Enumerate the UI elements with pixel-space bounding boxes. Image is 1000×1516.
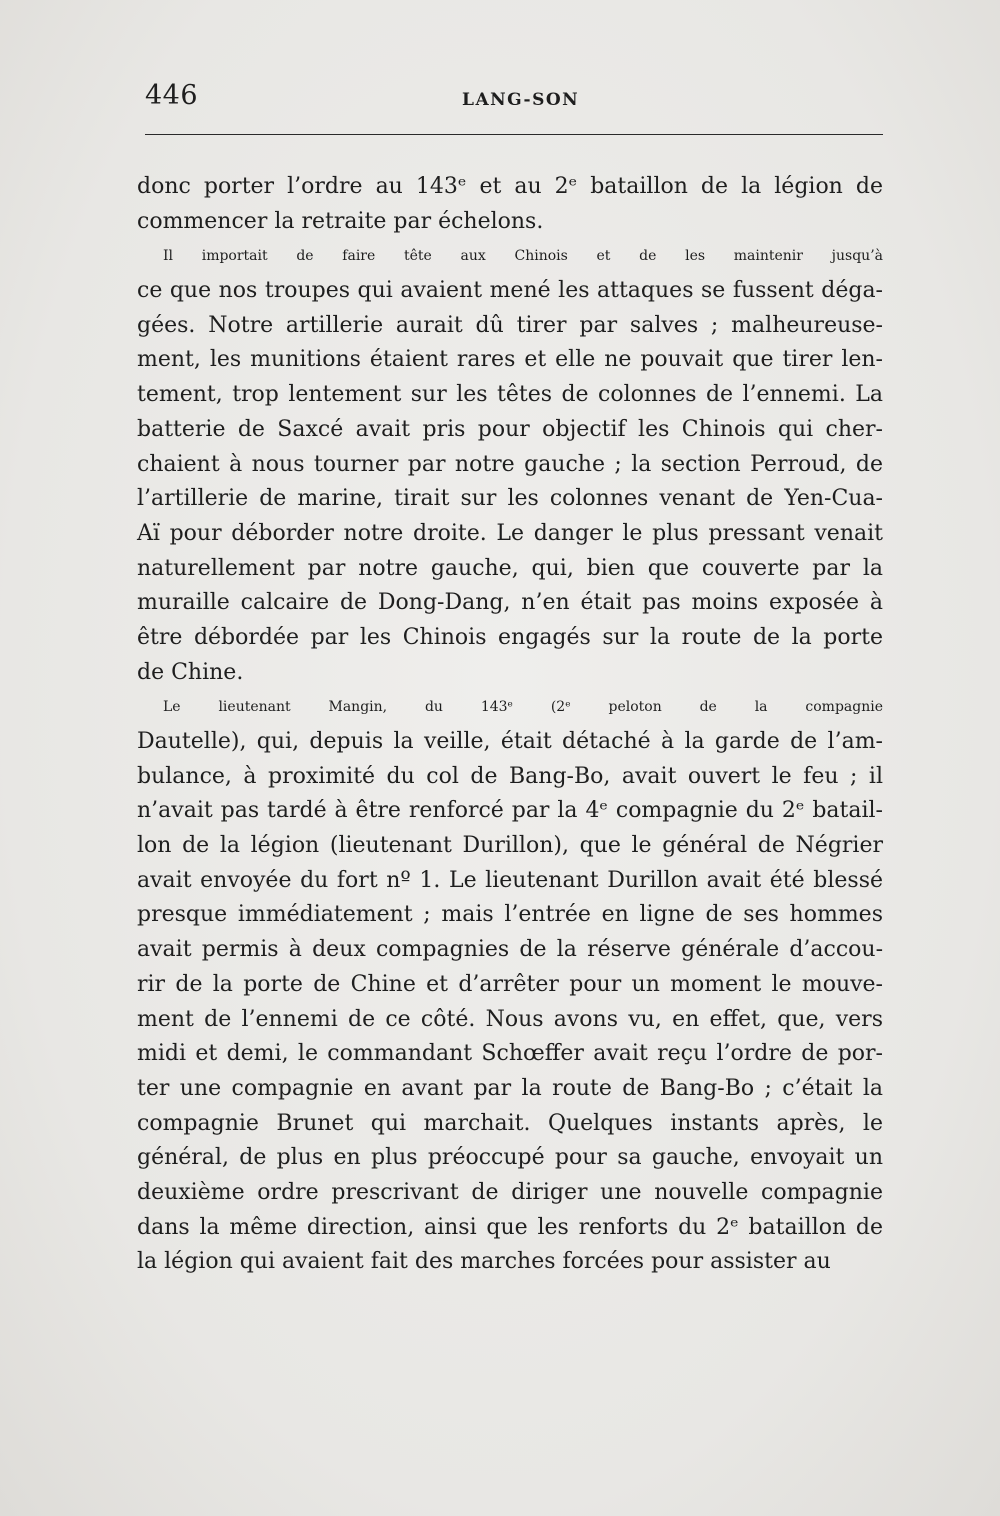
text-line: Aï pour déborder notre droite. Le danger le plus pressant venait — [137, 520, 883, 546]
text-line: tement, trop lentement sur les têtes de colonnes de l’ennemi. La — [137, 382, 883, 408]
text-line: général, de plus en plus préoccupé pour sa gauche, envoyait un — [137, 1145, 883, 1171]
text-line: ment, les munitions étaient rares et elle ne pouvait que tirer len- — [137, 347, 883, 373]
text-line: ter une compagnie en avant par la route de Bang-Bo ; c’était la — [137, 1075, 883, 1101]
header-rule — [145, 134, 883, 135]
text-line: avait envoyée du fort nº 1. Le lieutenant Durillon avait été blessé — [137, 867, 883, 893]
text-line: la légion qui avaient fait des marches forcées pour assister au — [137, 1249, 831, 1275]
text-line: rir de la porte de Chine et d’arrêter pour un moment le mouve- — [137, 971, 883, 997]
text-line: midi et demi, le commandant Schœffer avait reçu l’ordre de por- — [137, 1041, 883, 1067]
text-line: ce que nos troupes qui avaient mené les attaques se fussent déga- — [137, 278, 883, 304]
text-line: l’artillerie de marine, tirait sur les colonnes venant de Yen-Cua- — [137, 486, 883, 512]
text-line: bulance, à proximité du col de Bang-Bo, avait ouvert le feu ; il — [137, 763, 883, 789]
text-line: lon de la légion (lieutenant Durillon), que le général de Négrier — [137, 833, 883, 859]
text-line: donc porter l’ordre au 143ᵉ et au 2ᵉ bataillon de la légion de — [137, 174, 883, 199]
text-line: n’avait pas tardé à être renforcé par la 4ᵉ compagnie du 2ᵉ batail- — [137, 798, 883, 824]
text-line: batterie de Saxcé avait pris pour objectif les Chinois qui cher- — [137, 416, 883, 442]
text-line: commencer la retraite par échelons. — [137, 208, 544, 234]
text-line: naturellement par notre gauche, qui, bien que couverte par la — [137, 555, 883, 581]
body-text — [137, 170, 883, 1280]
text-line: avait permis à deux compagnies de la réserve générale d’accou- — [137, 937, 883, 963]
text-line: deuxième ordre prescrivant de diriger une nouvelle compagnie — [137, 1179, 883, 1205]
text-line: de Chine. — [137, 659, 244, 685]
text-line: compagnie Brunet qui marchait. Quelques instants après, le — [137, 1110, 883, 1136]
text-line: dans la même direction, ainsi que les renforts du 2ᵉ bataillon de — [137, 1214, 883, 1240]
text-line: gées. Notre artillerie aurait dû tirer par salves ; malheureuse- — [137, 312, 883, 338]
paragraph — [137, 690, 883, 1280]
text-line: Dautelle), qui, depuis la veille, était détaché à la garde de l’am- — [137, 729, 883, 754]
text-line: presque immédiatement ; mais l’entrée en ligne de ses hommes — [137, 902, 883, 928]
page-number: 446 — [145, 80, 199, 111]
text-line: être débordée par les Chinois engagés sur la route de la porte — [137, 624, 883, 650]
paragraph — [137, 170, 883, 239]
text-line: muraille calcaire de Dong-Dang, n’en était pas moins exposée à — [137, 590, 883, 616]
paragraph — [137, 239, 883, 690]
text-line: Il importait de faire tête aux Chinois et de les maintenir jusqu’à — [163, 248, 883, 265]
text-line: chaient à nous tourner par notre gauche ; la section Perroud, de — [137, 451, 883, 477]
text-line: ment de l’ennemi de ce côté. Nous avons vu, en effet, que, vers — [137, 1006, 883, 1032]
text-line: Le lieutenant Mangin, du 143ᵉ (2ᵉ peloton de la compagnie — [163, 699, 883, 716]
running-title: LANG-SON — [462, 90, 580, 110]
